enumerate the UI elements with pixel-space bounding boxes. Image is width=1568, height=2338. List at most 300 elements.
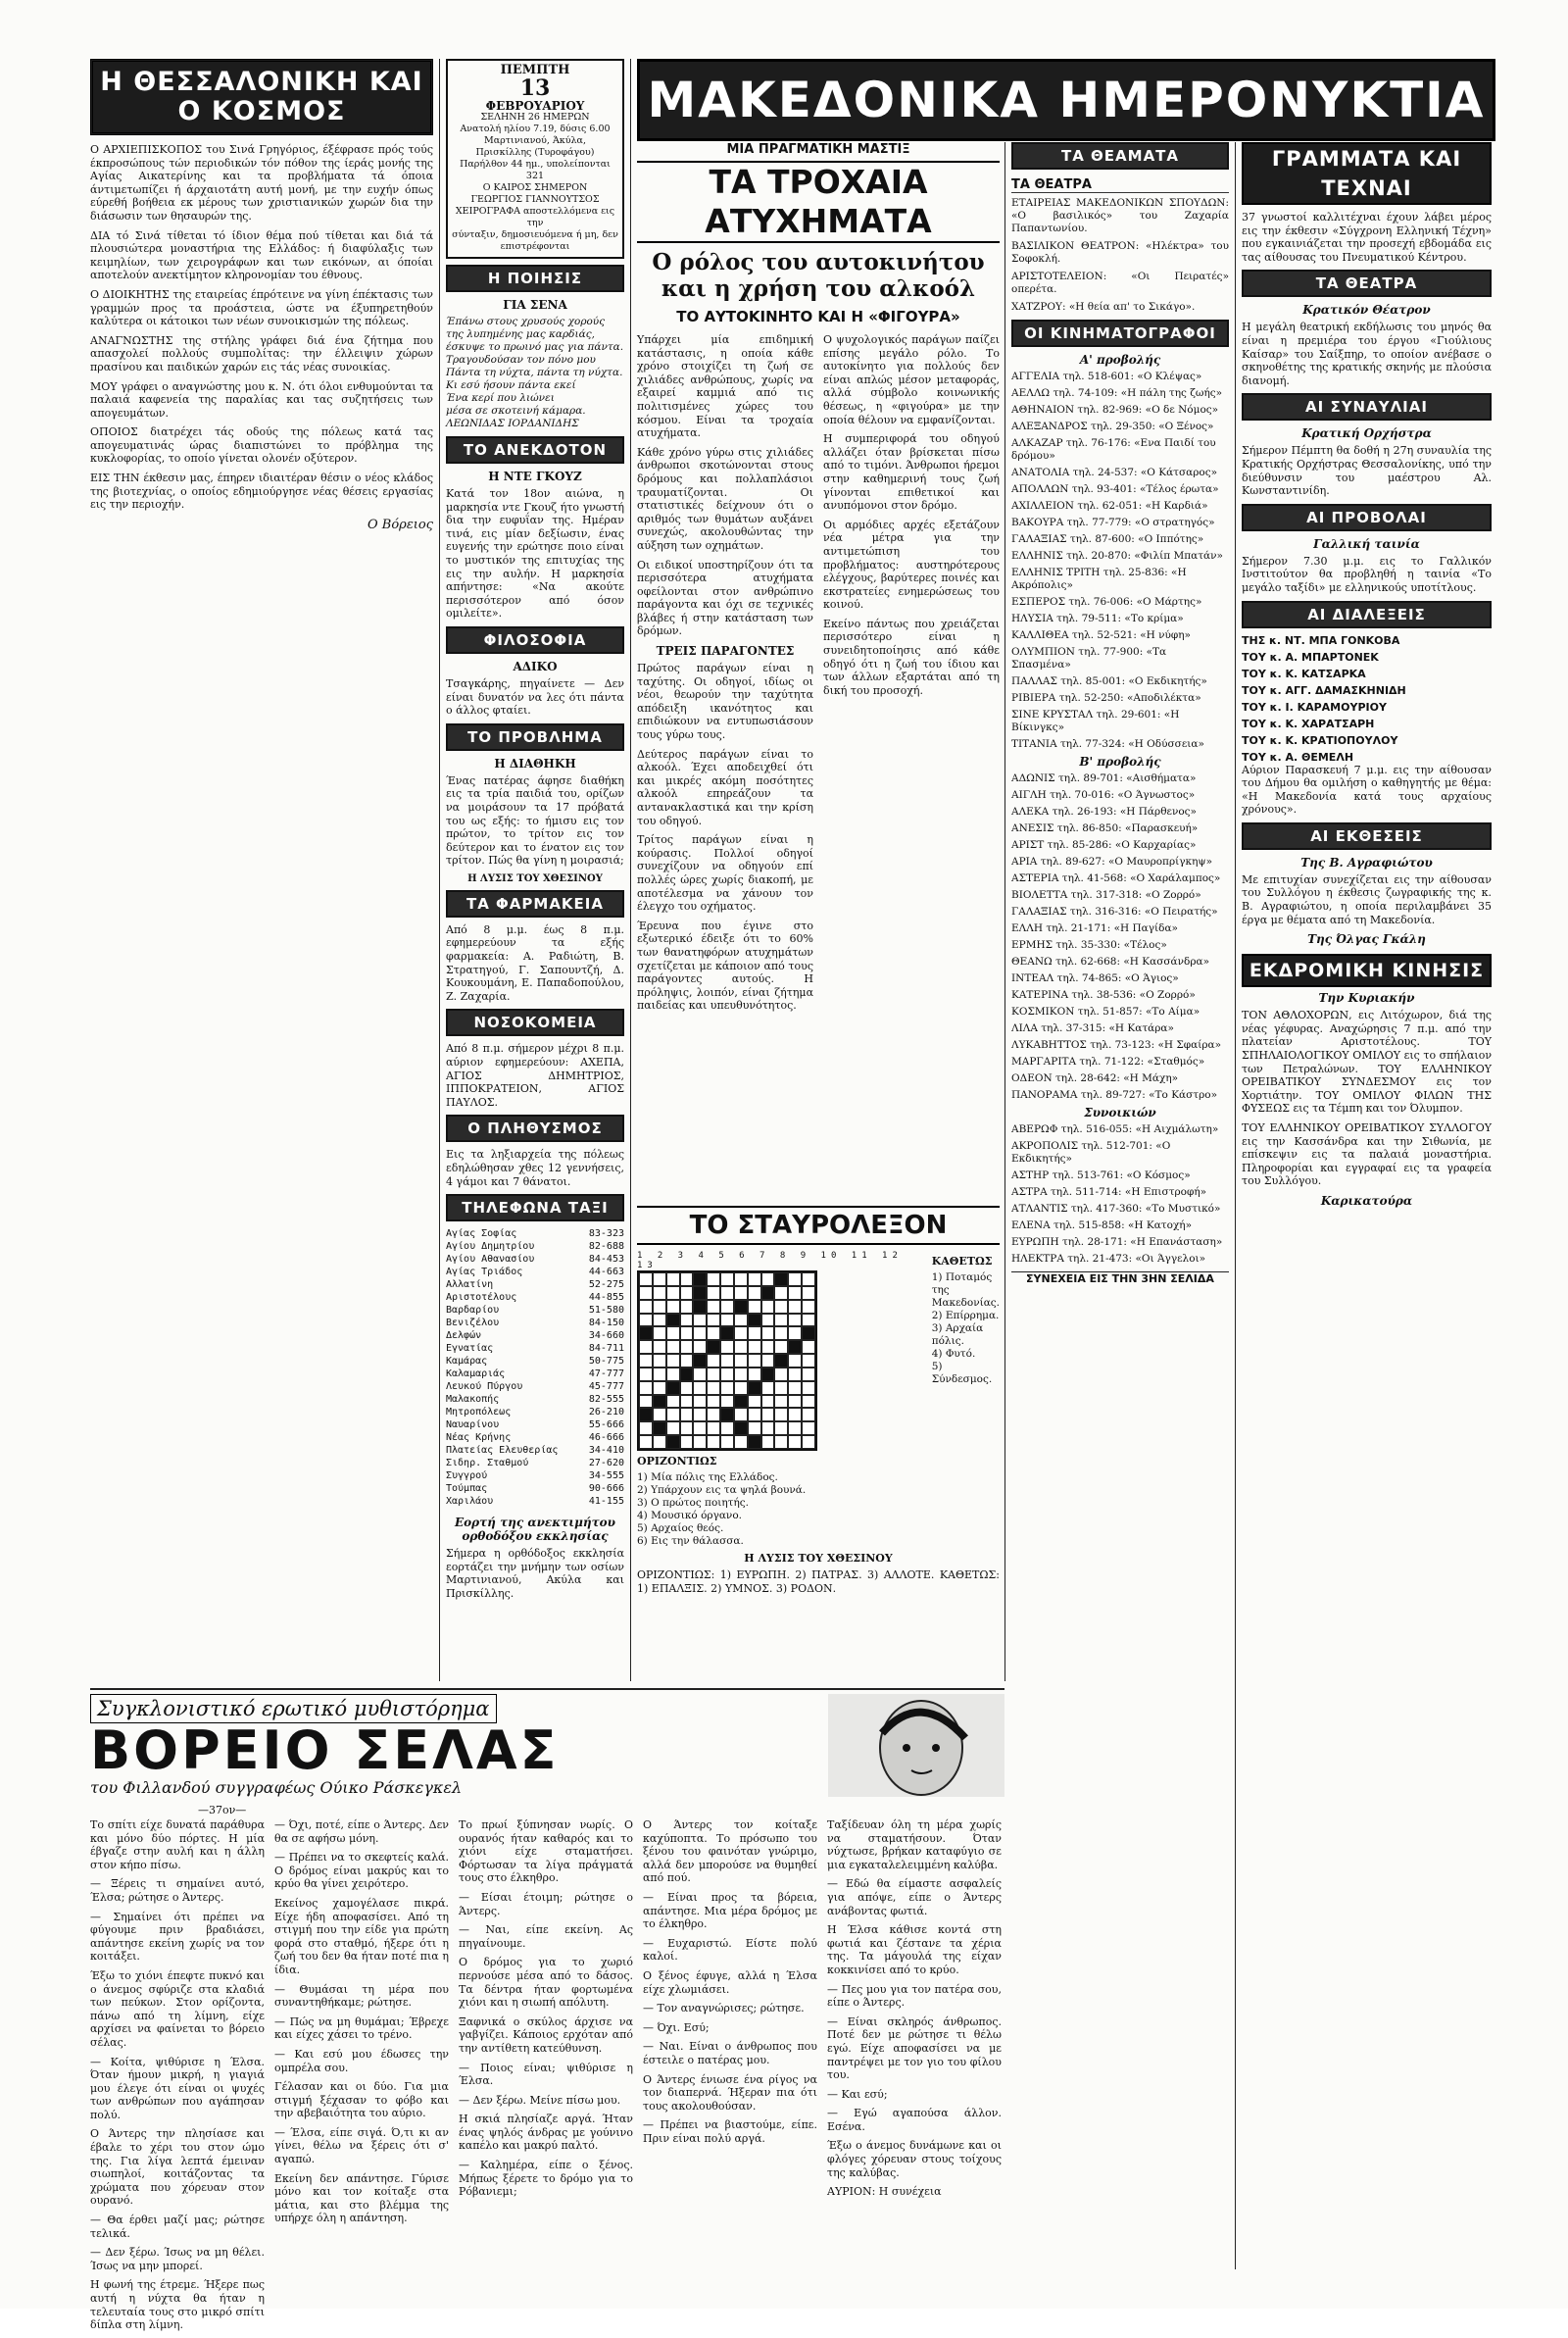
crossword-cell[interactable] (639, 1381, 653, 1395)
crossword-grid-wrap (637, 1251, 924, 1451)
cinema-entry: ΠΑΝΟΡΑΜΑ τηλ. 89-727: «Το Κάστρο» (1011, 1089, 1218, 1101)
crossword-cell[interactable] (639, 1354, 653, 1368)
crossword-cell[interactable] (680, 1354, 694, 1368)
crossword-cell[interactable] (734, 1354, 748, 1368)
crossword-clues (932, 1251, 1000, 1451)
crossword-cell[interactable] (748, 1326, 761, 1340)
crossword-cell[interactable] (802, 1286, 815, 1300)
theatres-subheading: ΤΑ ΘΕΑΤΡΑ (1011, 177, 1229, 193)
concerts-heading: ΑΙ ΣΥΝΑΥΛΙΑΙ (1242, 393, 1492, 421)
crossword-cell[interactable] (693, 1395, 707, 1409)
serial-paragraph: Η Έλσα κάθισε κοντά στη φωτιά και ζέστανε τα χέρια της. Τα μάγουλά της είχαν κοκκινίσει από το κρύο. (827, 1923, 1002, 1976)
crossword-cell[interactable] (734, 1314, 748, 1327)
crossword-col-numbers: 1 2 3 4 5 6 7 8 9 10 11 12 13 (637, 1251, 903, 1270)
taxi-phone-number: 44-855 (588, 1292, 624, 1304)
taxi-phone-row (446, 1482, 624, 1495)
crossword-cell[interactable] (653, 1435, 666, 1449)
article-paragraph: Κάθε χρόνο γύρω στις χιλιάδες άνθρωποι σκοτώνονται στους δρόμους και πολλαπλάσιοι τραυματίζονται. Οι στατιστικές δείχνουν ότι ο αριθμός των θυμάτων αυξάνει συνεχώς, ακολουθώντας την αύξηση των οχημάτων. (637, 445, 813, 552)
crossword-cell[interactable] (802, 1395, 815, 1409)
outings-sub: Την Κυριακήν (1318, 991, 1415, 1006)
crossword-cell[interactable] (748, 1381, 761, 1395)
taxi-phone-number: 52-275 (588, 1279, 624, 1291)
serial-title: ΒΟΡΕΙΟ ΣΕΛΑΣ (90, 1719, 560, 1781)
taxi-phone-number: 46-666 (588, 1432, 624, 1444)
crossword-cell[interactable] (653, 1326, 666, 1340)
crossword-cell[interactable] (788, 1326, 802, 1340)
serial-paragraph: — Πώς να μη θυμάμαι; Έβρεχε και είχες χάσει το τρένο. (274, 2015, 449, 2042)
crossword-cell[interactable] (720, 1340, 734, 1354)
crossword-cell[interactable] (707, 1340, 720, 1354)
theatre-entry: ΧΑΤΖΡΟΥ: «Η θεία απ' το Σικάγο». (1011, 301, 1196, 313)
crossword-cell[interactable] (666, 1286, 680, 1300)
cinema-entry: ΠΑΛΛΑΣ τηλ. 85-001: «Ο Εκδικητής» (1011, 675, 1207, 687)
crossword-cell[interactable] (774, 1435, 788, 1449)
crossword-cell[interactable] (720, 1368, 734, 1381)
crossword-cell[interactable] (761, 1272, 775, 1286)
crossword-cell[interactable] (693, 1272, 707, 1286)
serial-col-3 (459, 1818, 633, 2338)
crossword-cell[interactable] (693, 1435, 707, 1449)
crossword-cell[interactable] (693, 1300, 707, 1314)
screenings-text: Σήμερον 7.30 μ.μ. εις το Γαλλικόν Ινστιτούτον θα προβληθή η ταινία «Το μεγάλο ταξίδι» με ελληνικούς υποτίτλους. (1242, 554, 1492, 594)
taxi-phone-number: 45-777 (588, 1381, 624, 1393)
crossword-cell[interactable] (639, 1300, 653, 1314)
crossword-cell[interactable] (774, 1272, 788, 1286)
crossword-cell[interactable] (748, 1340, 761, 1354)
crossword-cell[interactable] (748, 1314, 761, 1327)
crossword-cell[interactable] (666, 1421, 680, 1435)
poem-line: μέσα σε σκοτεινή κάμαρα. (446, 405, 586, 417)
crossword-cell[interactable] (666, 1381, 680, 1395)
cinema-entry: ΟΔΕΟΝ τηλ. 28-642: «Η Μάχη» (1011, 1072, 1179, 1084)
crossword-cell[interactable] (802, 1408, 815, 1421)
crossword-cell[interactable] (720, 1272, 734, 1286)
crossword-cell[interactable] (802, 1272, 815, 1286)
taxi-stand-name: Αγίου Αθανασίου (446, 1254, 535, 1266)
crossword-cell[interactable] (693, 1314, 707, 1327)
serial-paragraph: Εκείνη δεν απάντησε. Γύρισε μόνο και τον κοίταξε στα μάτια, και στο βλέμμα της υπήρχε όλη η απάντηση. (274, 2171, 449, 2225)
crossword-cell[interactable] (720, 1408, 734, 1421)
crossword-cell[interactable] (680, 1408, 694, 1421)
crossword-cell[interactable] (720, 1314, 734, 1327)
crossword-cell[interactable] (693, 1326, 707, 1340)
crossword-cell[interactable] (666, 1326, 680, 1340)
crossword-cell[interactable] (802, 1314, 815, 1327)
date-line: σύνταξιν, δημοσιευόμενα ή μη, δεν (452, 229, 618, 240)
crossword-cell[interactable] (693, 1381, 707, 1395)
taxi-phone-number: 82-688 (588, 1241, 624, 1253)
article-col-2 (823, 333, 1000, 1019)
taxi-phone-row (446, 1253, 624, 1266)
taxi-phone-row (446, 1368, 624, 1380)
pharmacy-heading: ΤΑ ΦΑΡΜΑΚΕΙΑ (446, 890, 624, 918)
crossword-cell[interactable] (639, 1368, 653, 1381)
cinema-entry: ΕΣΠΕΡΟΣ τηλ. 76-006: «Ο Μάρτης» (1011, 596, 1202, 608)
crossword-cell[interactable] (761, 1354, 775, 1368)
serial-paragraph: — Καλημέρα, είπε ο ξένος. Μήπως ξέρετε το δρόμο για το Ρόβανιεμι; (459, 2159, 633, 2199)
cinema-entry: ΑΛΚΑΖΑΡ τηλ. 76-176: «Ενα Παιδί του δρόμου» (1011, 437, 1216, 462)
crossword-cell[interactable] (788, 1314, 802, 1327)
poem-line: Κι εσύ ήσουν πάντα εκεί (446, 379, 576, 391)
taxi-stand-name: Συγγρού (446, 1470, 488, 1482)
crossword-cell[interactable] (666, 1314, 680, 1327)
crossword-cell[interactable] (802, 1326, 815, 1340)
crossword-cell[interactable] (680, 1368, 694, 1381)
article-subheadline-2: ΤΟ ΑΥΤΟΚΙΝΗΤΟ ΚΑΙ Η «ΦΙΓΟΥΡΑ» (676, 308, 960, 325)
crossword-cell[interactable] (693, 1368, 707, 1381)
crossword-cell[interactable] (707, 1300, 720, 1314)
crossword-clue: 2) Υπάρχουν εις τα ψηλά βουνά. (637, 1484, 807, 1496)
arts-theatre-sub: Κρατικόν Θέατρον (1302, 303, 1431, 318)
crossword-cell[interactable] (761, 1300, 775, 1314)
serial-header (90, 1694, 1004, 1802)
crossword-cell[interactable] (680, 1272, 694, 1286)
crossword-cell[interactable] (707, 1354, 720, 1368)
crossword-cell[interactable] (734, 1326, 748, 1340)
crossword-cell[interactable] (720, 1326, 734, 1340)
crossword-cell[interactable] (788, 1272, 802, 1286)
cinema-entry: ΑΛΕΞΑΝΔΡΟΣ τηλ. 29-350: «Ο Ξένος» (1011, 421, 1214, 432)
crossword-cell[interactable] (774, 1368, 788, 1381)
crossword-cell[interactable] (666, 1408, 680, 1421)
philosophy-heading: ΦΙΛΟΣΟΦΙΑ (446, 626, 624, 654)
crossword-cell[interactable] (734, 1421, 748, 1435)
crossword-cell[interactable] (680, 1421, 694, 1435)
crossword-cell[interactable] (680, 1395, 694, 1409)
crossword-cell[interactable] (707, 1326, 720, 1340)
cinema-entry: ΕΥΡΩΠΗ τηλ. 28-171: «Η Επανάσταση» (1011, 1236, 1223, 1248)
serial-paragraph: Ο Άντερς τον κοίταξε καχύποπτα. Το πρόσωπο του ξένου του φαινόταν γνώριμο, αλλά δεν μπορούσε να θυμηθεί από πού. (643, 1818, 817, 1885)
date-line: Πρισκίλλης (Τυροφάγου) (475, 147, 595, 158)
taxi-stand-name: Χαριλάου (446, 1496, 494, 1508)
lecture-speaker: ΤΟΥ κ. Κ. ΚΡΑΤΙΟΠΟΥΛΟΥ (1242, 733, 1398, 747)
crossword-cell[interactable] (774, 1300, 788, 1314)
crossword-cell[interactable] (788, 1300, 802, 1314)
crossword-cell[interactable] (693, 1340, 707, 1354)
serial-paragraph: — Όχι, ποτέ, είπε ο Άντερς. Δεν θα σε αφήσω μόνη. (274, 1818, 449, 1845)
crossword-solution: ΟΡΙΖΟΝΤΙΩΣ: 1) ΕΥΡΩΠΗ. 2) ΠΑΤΡΑΣ. 3) ΑΛΛΟΤΕ. ΚΑΘΕΤΩΣ: 1) ΕΠΑΛΞΙΣ. 2) ΥΜΝΟΣ. 3) ΡΟΔΟΝ. (637, 1568, 1000, 1595)
caricature-label: Καρικατούρα (1320, 1193, 1413, 1208)
population-heading: Ο ΠΛΗΘΥΣΜΟΣ (446, 1115, 624, 1142)
crossword-cell[interactable] (653, 1272, 666, 1286)
center-article (637, 142, 1000, 1201)
cinema-entry: ΑΝΕΣΙΣ τηλ. 86-850: «Παρασκευή» (1011, 822, 1199, 834)
crossword-cell[interactable] (639, 1340, 653, 1354)
crossword-cell[interactable] (720, 1435, 734, 1449)
lecture-speaker: ΤΟΥ κ. Α. ΘΕΜΕΛΗ (1242, 750, 1354, 764)
taxi-stand-name: Καμάρας (446, 1356, 488, 1368)
anecdote-heading: ΤΟ ΑΝΕΚΔΟΤΟΝ (446, 436, 624, 464)
crossword-cell[interactable] (761, 1314, 775, 1327)
crossword-cell[interactable] (788, 1340, 802, 1354)
crossword-cell[interactable] (653, 1354, 666, 1368)
crossword-heading: ΤΟ ΣΤΑΥΡΟΛΕΞΟΝ (637, 1206, 1000, 1245)
serial-paragraph: Γέλασαν και οι δύο. Για μια στιγμή ξέχασαν το φόβο και την αβεβαιότητα του αύριο. (274, 2080, 449, 2120)
crossword-cell[interactable] (666, 1368, 680, 1381)
poem-title: ΓΙΑ ΣΕΝΑ (503, 298, 567, 312)
serial-illustration-icon (828, 1694, 1004, 1797)
date-line: ΧΕΙΡΟΓΡΑΦΑ αποστελλόμενα εις την (455, 206, 615, 228)
theatre-entry: ΒΑΣΙΛΙΚΟΝ ΘΕΑΤΡΟΝ: «Ηλέκτρα» του Σοφοκλή. (1011, 240, 1229, 265)
date-line: Μαρτινιανού, Άκύλα, (484, 135, 586, 146)
crossword-cell[interactable] (707, 1381, 720, 1395)
pharmacy-text: Από 8 μ.μ. έως 8 π.μ. εφημερεύουν τα εξής φαρμακεία: Α. Ραδιώτη, Β. Στρατηγού, Γ. Σαπουντζή, Δ. Κουκουμάνη, Ε. Παπαδοπούλου, Ζ. Ζαχαρία. (446, 922, 624, 1003)
article-col-1 (637, 333, 813, 1019)
cinema-entry: ΑΧΙΛΛΕΙΟΝ τηλ. 62-051: «Η Καρδιά» (1011, 500, 1208, 512)
crossword-cell[interactable] (788, 1381, 802, 1395)
crossword-cell[interactable] (734, 1368, 748, 1381)
article-paragraph: Οι αρμόδιες αρχές εξετάζουν νέα μέτρα για την αντιμετώπιση του προβλήματος: αυστηρότερους ελέγχους, βαρύτερες ποινές και εκστρατείες ενημερώσεως του κοινού. (823, 518, 1000, 612)
crossword-cell[interactable] (734, 1408, 748, 1421)
cinema-entry: ΕΡΜΗΣ τηλ. 35-330: «Τέλος» (1011, 939, 1167, 951)
crossword-cell[interactable] (802, 1340, 815, 1354)
crossword-cell[interactable] (748, 1368, 761, 1381)
article-paragraphs-3 (823, 333, 1000, 697)
crossword-cell[interactable] (720, 1421, 734, 1435)
serial-paragraph: Έξω ο άνεμος δυνάμωνε και οι φλόγες χόρευαν στους τοίχους της καλύβας. (827, 2139, 1002, 2179)
lecture-speaker: ΤΟΥ κ. Κ. ΧΑΡΑΤΣΑΡΗ (1242, 717, 1375, 730)
crossword-cell[interactable] (774, 1381, 788, 1395)
article-paragraph: Οι ειδικοί υποστηρίζουν ότι τα περισσότερα ατυχήματα οφείλονται στον ανθρώπινο παράγοντα και όχι σε τεχνικές βλάβες ή στην κατάσταση των δρόμων. (637, 558, 813, 638)
crossword-cell[interactable] (639, 1272, 653, 1286)
crossword-cell[interactable] (720, 1395, 734, 1409)
crossword-cell[interactable] (707, 1421, 720, 1435)
philosophy-text: Τσαγκάρης, πηγαίνετε — Δεν είναι δυνατόν να λες ότι πάντα ο άλλος φταίει. (446, 676, 624, 718)
serial-col-1 (90, 1818, 265, 2338)
serial-paragraph: — Θα έρθει μαζί μας; ρώτησε τελικά. (90, 2214, 265, 2240)
taxi-stand-name: Λευκού Πύργου (446, 1381, 523, 1393)
crossword-cell[interactable] (788, 1395, 802, 1409)
crossword-cell[interactable] (680, 1435, 694, 1449)
crossword-cell[interactable] (680, 1381, 694, 1395)
crossword-cell[interactable] (639, 1314, 653, 1327)
crossword-cell[interactable] (720, 1354, 734, 1368)
crossword-cell[interactable] (761, 1340, 775, 1354)
serial-kicker: Συγκλονιστικό ερωτικό μυθιστόρημα (90, 1694, 497, 1723)
crossword-cell[interactable] (748, 1286, 761, 1300)
cinema-entry: ΑΣΤΗΡ τηλ. 513-761: «Ο Κόσμος» (1011, 1169, 1191, 1181)
crossword-cell[interactable] (734, 1381, 748, 1395)
crossword-cell[interactable] (761, 1408, 775, 1421)
crossword-cell[interactable] (788, 1354, 802, 1368)
crossword-cell[interactable] (748, 1300, 761, 1314)
crossword-cell[interactable] (639, 1395, 653, 1409)
taxi-phone-number: 27-620 (588, 1458, 624, 1469)
crossword-cell[interactable] (693, 1421, 707, 1435)
serial-paragraph: — Και εσύ μου έδωσες την ομπρέλα σου. (274, 2047, 449, 2074)
cinema-entry: ΑΙΓΛΗ τηλ. 70-016: «Ο Άγνωστος» (1011, 789, 1196, 801)
crossword-cell[interactable] (666, 1340, 680, 1354)
crossword-cell[interactable] (720, 1300, 734, 1314)
crossword-cell[interactable] (707, 1435, 720, 1449)
crossword-clue: 4) Μουσικό όργανο. (637, 1510, 742, 1521)
crossword-cell[interactable] (720, 1381, 734, 1395)
serial-paragraph: — Σημαίνει ότι πρέπει να φύγουμε πριν βραδιάσει, απάντησε εκείνη χωρίς να τον κοιτάξει. (90, 1910, 265, 1964)
cinema-entry: ΑΡΙΑ τηλ. 89-627: «Ο Μαυροπρίγκηψ» (1011, 856, 1213, 868)
crossword-cell[interactable] (788, 1435, 802, 1449)
crossword-cell[interactable] (734, 1435, 748, 1449)
crossword-cell[interactable] (734, 1272, 748, 1286)
crossword-cell[interactable] (788, 1286, 802, 1300)
crossword-cell[interactable] (653, 1381, 666, 1395)
crossword-cell[interactable] (734, 1340, 748, 1354)
crossword-cell[interactable] (734, 1286, 748, 1300)
crossword-cell[interactable] (639, 1435, 653, 1449)
crossword-cell[interactable] (802, 1381, 815, 1395)
crossword-cell[interactable] (639, 1421, 653, 1435)
crossword-cell[interactable] (666, 1272, 680, 1286)
left-signature: Ο Βόρειος (368, 517, 433, 532)
crossword-cell[interactable] (693, 1354, 707, 1368)
crossword-cell[interactable] (788, 1421, 802, 1435)
crossword-cell[interactable] (802, 1354, 815, 1368)
crossword-cell[interactable] (653, 1368, 666, 1381)
crossword-cell[interactable] (653, 1314, 666, 1327)
crossword-cell[interactable] (761, 1368, 775, 1381)
taxi-phone-list (446, 1227, 624, 1508)
crossword-cell[interactable] (666, 1395, 680, 1409)
crossword-cell[interactable] (680, 1300, 694, 1314)
crossword-cell[interactable] (734, 1300, 748, 1314)
cinema-entry: ΗΛΕΚΤΡΑ τηλ. 21-473: «Οι Άγγελοι» (1011, 1253, 1206, 1265)
taxi-stand-name: Βαρδαρίου (446, 1305, 500, 1317)
crossword-cell[interactable] (761, 1421, 775, 1435)
crossword-cell[interactable] (707, 1286, 720, 1300)
cinema-entry: ΚΑΤΕΡΙΝΑ τηλ. 38-536: «Ο Ζορρό» (1011, 989, 1196, 1001)
shows-heading: ΤΑ ΘΕΑΜΑΤΑ (1011, 142, 1229, 170)
cinema-entry: ΑΘΗΝΑΙΟΝ τηλ. 82-969: «Ο δε Νόμος» (1011, 404, 1219, 416)
crossword-cell[interactable] (761, 1381, 775, 1395)
crossword-cell[interactable] (720, 1286, 734, 1300)
crossword-horizontal-clues (637, 1471, 1000, 1548)
first-run-heading: Α' προβολής (1079, 353, 1161, 367)
crossword-cell[interactable] (748, 1408, 761, 1421)
exhibitions-text: Με επιτυχίαν συνεχίζεται εις την αίθουσαν του Συλλόγου η έκθεσις ζωγραφικής της κ. Β. Αγραφιώτου, η οποία περιλαμβάνει 35 έργα με θέματα από τη Μακεδονία. (1242, 872, 1492, 926)
crossword-cell[interactable] (666, 1300, 680, 1314)
crossword-cell[interactable] (639, 1408, 653, 1421)
taxi-phone-row (446, 1278, 624, 1291)
crossword-cell[interactable] (693, 1408, 707, 1421)
cinema-entry: ΕΛΛΗ τηλ. 21-171: «Η Παγίδα» (1011, 922, 1178, 934)
arts-intro: 37 γνωστοί καλλιτέχναι έχουν λάβει μέρος εις την έκθεσιν «Σύγχρονη Ελληνική Τέχνη» που εγκαινιάζεται την προσεχή εβδομάδα εις τας αίθουσας του Πνευματικού Κέντρου. (1242, 211, 1492, 264)
article-paragraph: Η συμπεριφορά του οδηγού αλλάζει όταν βρίσκεται πίσω από το τιμόνι. Άνθρωποι ήρεμοι στην καθημερινή τους ζωή γίνονται επιθετικοί και ανυπόμονοι στον δρόμο. (823, 432, 1000, 513)
crossword-cell[interactable] (748, 1435, 761, 1449)
crossword-cell[interactable] (639, 1326, 653, 1340)
crossword-cell[interactable] (802, 1300, 815, 1314)
cinema-entry: ΛΥΚΑΒΗΤΤΟΣ τηλ. 73-123: «Η Σφαίρα» (1011, 1039, 1222, 1051)
taxi-stand-name: Αγίας Σοφίας (446, 1228, 517, 1240)
left-column (90, 59, 433, 1681)
crossword-cell[interactable] (748, 1395, 761, 1409)
crossword-cell[interactable] (774, 1340, 788, 1354)
crossword-cell[interactable] (680, 1314, 694, 1327)
crossword-cell[interactable] (761, 1286, 775, 1300)
crossword-cell[interactable] (734, 1395, 748, 1409)
lecture-speaker: ΤΟΥ κ. ΑΓΓ. ΔΑΜΑΣΚΗΝΙΔΗ (1242, 683, 1406, 697)
crossword-cell[interactable] (774, 1395, 788, 1409)
serial-paragraph: — Πες μου για τον πατέρα σου, είπε ο Άντερς. (827, 1982, 1002, 2010)
cinema-entry: ΑΚΡΟΠΟΛΙΣ τηλ. 512-701: «Ο Εκδικητής» (1011, 1140, 1171, 1165)
outings-text-2: ΤΟΥ ΕΛΛΗΝΙΚΟΥ ΟΡΕΙΒΑΤΙΚΟΥ ΣΥΛΛΟΓΟΥ εις την Κασσάνδρα και την Σιθωνία, με επίσκεψιν εις τα παλαιά μοναστήρια. Πληροφορίαι και εγγραφαί εις τα γραφεία του Συλλόγου. (1242, 1121, 1492, 1188)
exhibitions-sub: Της Β. Αγραφιώτου (1300, 855, 1433, 870)
crossword-cell[interactable] (774, 1421, 788, 1435)
crossword-cell[interactable] (802, 1435, 815, 1449)
lecture-speaker: ΤΟΥ κ. Κ. ΚΑΤΣΑΡΚΑ (1242, 667, 1366, 680)
serial-top-rule (90, 1688, 1004, 1690)
crossword-cell[interactable] (680, 1326, 694, 1340)
anecdote-title: Η ΝΤΕ ΓΚΟΥΖ (488, 470, 582, 483)
crossword-cell[interactable] (653, 1340, 666, 1354)
serial-paragraph: Ταξίδευαν όλη τη μέρα χωρίς να σταματήσουν. Όταν νύχτωσε, βρήκαν καταφύγιο σε μια εγκαταλελειμμένη καλύβα. (827, 1818, 1002, 1871)
serial-paragraph: — Τον αναγνώρισες; ρώτησε. (643, 2002, 805, 2015)
crossword-clue: 3) Ο πρώτος ποιητής. (637, 1497, 749, 1509)
arts-theatre-text: Η μεγάλη θεατρική εκδήλωσις του μηνός θα είναι η πρεμιέρα του έργου «Γιούλιους Καίσαρ» του Σαίξπηρ, το οποίον ανέβασε ο σκηνοθέτης της κρατικής σκηνής με πλούσια διανομή. (1242, 321, 1492, 387)
crossword-cell[interactable] (761, 1435, 775, 1449)
crossword-cell[interactable] (748, 1421, 761, 1435)
crossword-cell[interactable] (707, 1395, 720, 1409)
crossword-cell[interactable] (707, 1314, 720, 1327)
serial-body (90, 1818, 1004, 2338)
crossword-cell[interactable] (653, 1421, 666, 1435)
crossword-cell[interactable] (666, 1435, 680, 1449)
taxi-phone-number: 55-666 (588, 1419, 624, 1431)
serial-paragraph: Έξω το χιόνι έπεφτε πυκνό και ο άνεμος σφύριζε στα κλαδιά των πεύκων. Στον ορίζοντα, πάνω από τη λίμνη, είχε αρχίσει να φαίνεται το βόρειο σέλας. (90, 1968, 265, 2049)
taxi-phone-number: 26-210 (588, 1407, 624, 1418)
serial-paragraph: — Έλσα, είπε σιγά. Ό,τι κι αν γίνει, θέλω να ξέρεις ότι σ' αγαπώ. (274, 2125, 449, 2166)
crossword-cell[interactable] (693, 1286, 707, 1300)
crossword-cell[interactable] (788, 1408, 802, 1421)
left-paragraph: Ο ΑΡΧΙΕΠΙΣΚΟΠΟΣ του Σινά Γρηγόριος, έξέφρασε πρός τούς έκπροσώπους τών περιοδικών τόν πόθον της ίεράς μονής της Αγίας Αικατερίνης και τα προβλήματα τά όποια άντιμετωπίζει ή άρχαιοτάτη αυτή μονή, με την ευχήν όπως εύρεθή βοήθεια εκ μέρους των χριστιανικών χωρών δια την διάσωσιν των θησαυρών της. (90, 143, 433, 223)
cinema-entry: ΕΛΛΗΝΙΣ ΤΡΙΤΗ τηλ. 25-836: «Η Ακρόπολις» (1011, 567, 1187, 591)
crossword-cell[interactable] (653, 1300, 666, 1314)
crossword-cell[interactable] (639, 1286, 653, 1300)
crossword-cell[interactable] (707, 1368, 720, 1381)
crossword-cell[interactable] (707, 1272, 720, 1286)
crossword-cell[interactable] (666, 1354, 680, 1368)
crossword-cell[interactable] (653, 1395, 666, 1409)
problem-title: Η ΔΙΑΘΗΚΗ (494, 756, 576, 771)
serial-paragraph: Το πρωί ξύπνησαν νωρίς. Ο ουρανός ήταν καθαρός και το χιόνι είχε σταματήσει. Φόρτωσαν τα λίγα πράγματά τους στο έλκηθρο. (459, 1818, 633, 1885)
taxi-phone-row (446, 1240, 624, 1253)
cinema-entry: ΑΛΕΚΑ τηλ. 26-193: «Η Πάρθενος» (1011, 806, 1197, 818)
crossword-cell[interactable] (774, 1286, 788, 1300)
crossword-cell[interactable] (680, 1340, 694, 1354)
cinema-entry: ΡΙΒΙΕΡΑ τηλ. 52-250: «Αποδιλέκτα» (1011, 692, 1201, 704)
crossword-cell[interactable] (707, 1408, 720, 1421)
crossword-cell[interactable] (774, 1408, 788, 1421)
serial-paragraph: — Πρέπει να το σκεφτείς καλά. Ο δρόμος είναι μακρύς και το κρύο θα γίνει χειρότερο. (274, 1851, 449, 1891)
cinema-entry: ΓΑΛΑΞΙΑΣ τηλ. 316-316: «Ο Πειρατής» (1011, 906, 1218, 918)
crossword-cell[interactable] (761, 1395, 775, 1409)
taxi-stand-name: Σιδηρ. Σταθμού (446, 1458, 529, 1469)
crossword-cell[interactable] (788, 1368, 802, 1381)
crossword-cell[interactable] (774, 1326, 788, 1340)
serial-paragraph: — Δεν ξέρω. Ίσως να μη θέλει. Ίσως να μην μπορεί. (90, 2246, 265, 2272)
crossword-clue: 5) Σύνδεσμος. (931, 1361, 993, 1385)
cinema-entry: ΘΕΑΝΩ τηλ. 62-668: «Η Κασσάνδρα» (1011, 956, 1210, 968)
crossword-cell[interactable] (653, 1408, 666, 1421)
crossword-cell[interactable] (748, 1272, 761, 1286)
crossword-cell[interactable] (761, 1326, 775, 1340)
crossword-cell[interactable] (774, 1314, 788, 1327)
crossword-cell[interactable] (680, 1286, 694, 1300)
crossword-cell[interactable] (802, 1368, 815, 1381)
cinema-entry: ΑΠΟΛΛΩΝ τηλ. 93-401: «Τέλος έρωτα» (1011, 483, 1219, 495)
crossword-cell[interactable] (748, 1354, 761, 1368)
crossword-cell[interactable] (774, 1354, 788, 1368)
crossword-cell[interactable] (653, 1286, 666, 1300)
crossword-cell[interactable] (802, 1421, 815, 1435)
